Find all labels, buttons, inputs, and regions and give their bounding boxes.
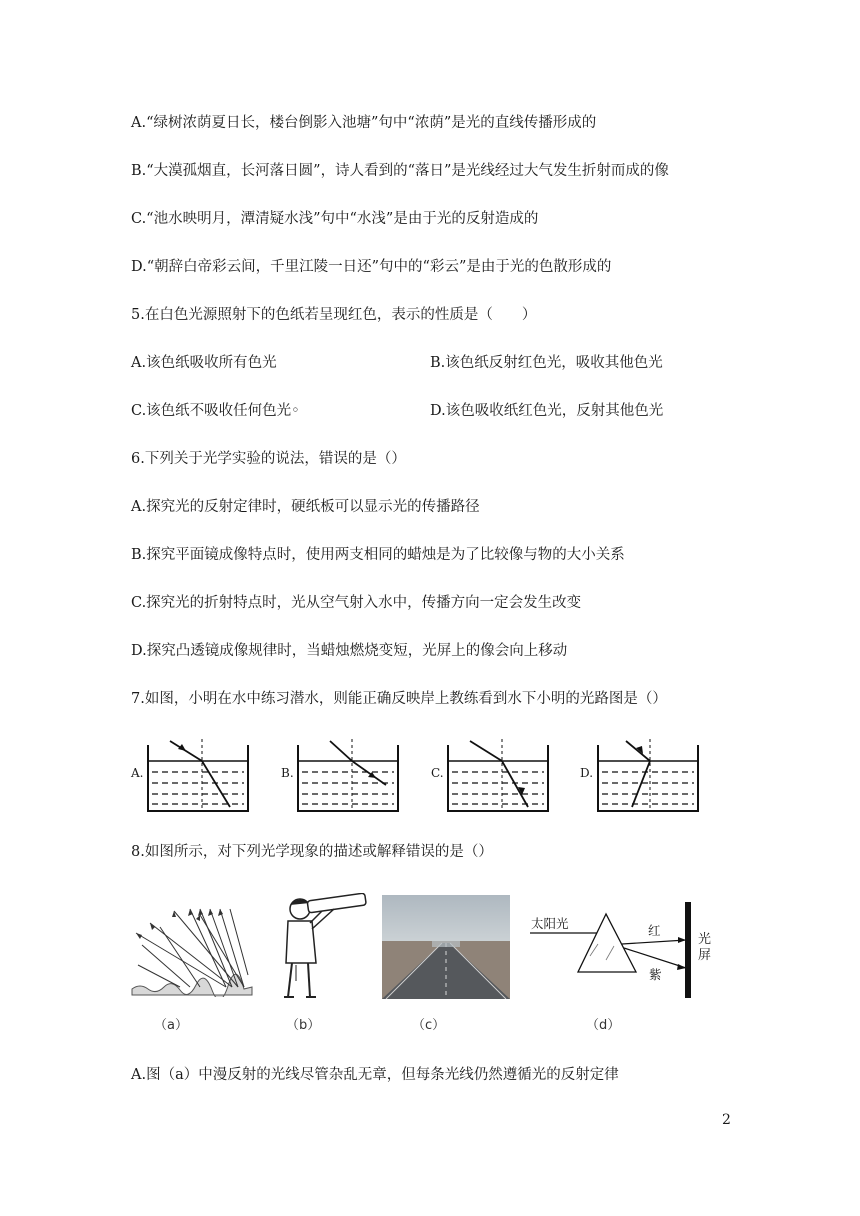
q5-option-c: C.该色纸不吸收任何色光◦ — [131, 403, 300, 419]
q6-option-a: A.探究光的反射定律时，硬纸板可以显示光的传播路径 — [131, 499, 480, 515]
q8-caption-c: （c） — [412, 1018, 446, 1033]
q5-option-d: D.该色吸收纸红色光，反射其他色光 — [430, 403, 664, 419]
q8-prism-red-label: 红 — [648, 923, 661, 938]
q7-diagram-b — [294, 737, 404, 815]
q5-stem: 5.在白色光源照射下的色纸若呈现红色，表示的性质是（ ） — [131, 307, 537, 323]
q7-diagram-a — [144, 737, 254, 815]
q8-caption-d: （d） — [586, 1018, 621, 1033]
q7-label-b: B. — [281, 766, 294, 780]
q7-diagram-c — [444, 737, 554, 815]
page-number: 2 — [722, 1112, 731, 1128]
q4-option-d: D.“朝辞白帝彩云间，千里江陵一日还”句中的“彩云”是由于光的色散形成的 — [131, 259, 612, 275]
q7-label-c: C. — [431, 766, 444, 780]
q8-prism-sun-label: 太阳光 — [531, 916, 569, 931]
q4-option-b: B.“大漠孤烟直，长河落日圆”，诗人看到的“落日”是光线经过大气发生折射而成的像 — [131, 163, 669, 179]
q6-option-b: B.探究平面镜成像特点时，使用两支相同的蜡烛是为了比较像与物的大小关系 — [131, 547, 625, 563]
q8-figure-c-road-photo — [382, 895, 510, 999]
q7-label-a: A. — [131, 766, 144, 780]
q4-option-a: A.“绿树浓荫夏日长，楼台倒影入池塘”句中“浓荫”是光的直线传播形成的 — [131, 115, 597, 131]
q8-stem: 8.如图所示，对下列光学现象的描述或解释错误的是（） — [131, 844, 493, 860]
q5-option-a: A.该色纸吸收所有色光 — [131, 355, 277, 371]
q7-diagram-d — [594, 737, 704, 815]
q6-stem: 6.下列关于光学实验的说法，错误的是（） — [131, 451, 406, 467]
q8-figure-b-telescope — [270, 893, 370, 1001]
q8-caption-a: （a） — [154, 1018, 188, 1033]
q8-figure-a-diffuse-reflection — [130, 905, 255, 997]
q4-option-c: C.“池水映明月，潭清疑水浅”句中“水浅”是由于光的反射造成的 — [131, 211, 539, 227]
q8-option-a: A.图（a）中漫反射的光线尽管杂乱无章，但每条光线仍然遵循光的反射定律 — [131, 1067, 619, 1083]
q6-option-c: C.探究光的折射特点时，光从空气射入水中，传播方向一定会发生改变 — [131, 595, 582, 611]
q8-caption-b: （b） — [286, 1018, 321, 1033]
q6-option-d: D.探究凸透镜成像规律时，当蜡烛燃烧变短，光屏上的像会向上移动 — [131, 643, 568, 659]
q8-prism-violet-label: 紫 — [649, 967, 662, 982]
q7-label-d: D. — [580, 766, 594, 780]
q8-prism-screen-label: 光屏 — [698, 932, 712, 963]
q7-stem: 7.如图，小明在水中练习潜水，则能正确反映岸上教练看到水下小明的光路图是（） — [131, 691, 667, 707]
q5-option-b: B.该色纸反射红色光，吸收其他色光 — [430, 355, 663, 371]
